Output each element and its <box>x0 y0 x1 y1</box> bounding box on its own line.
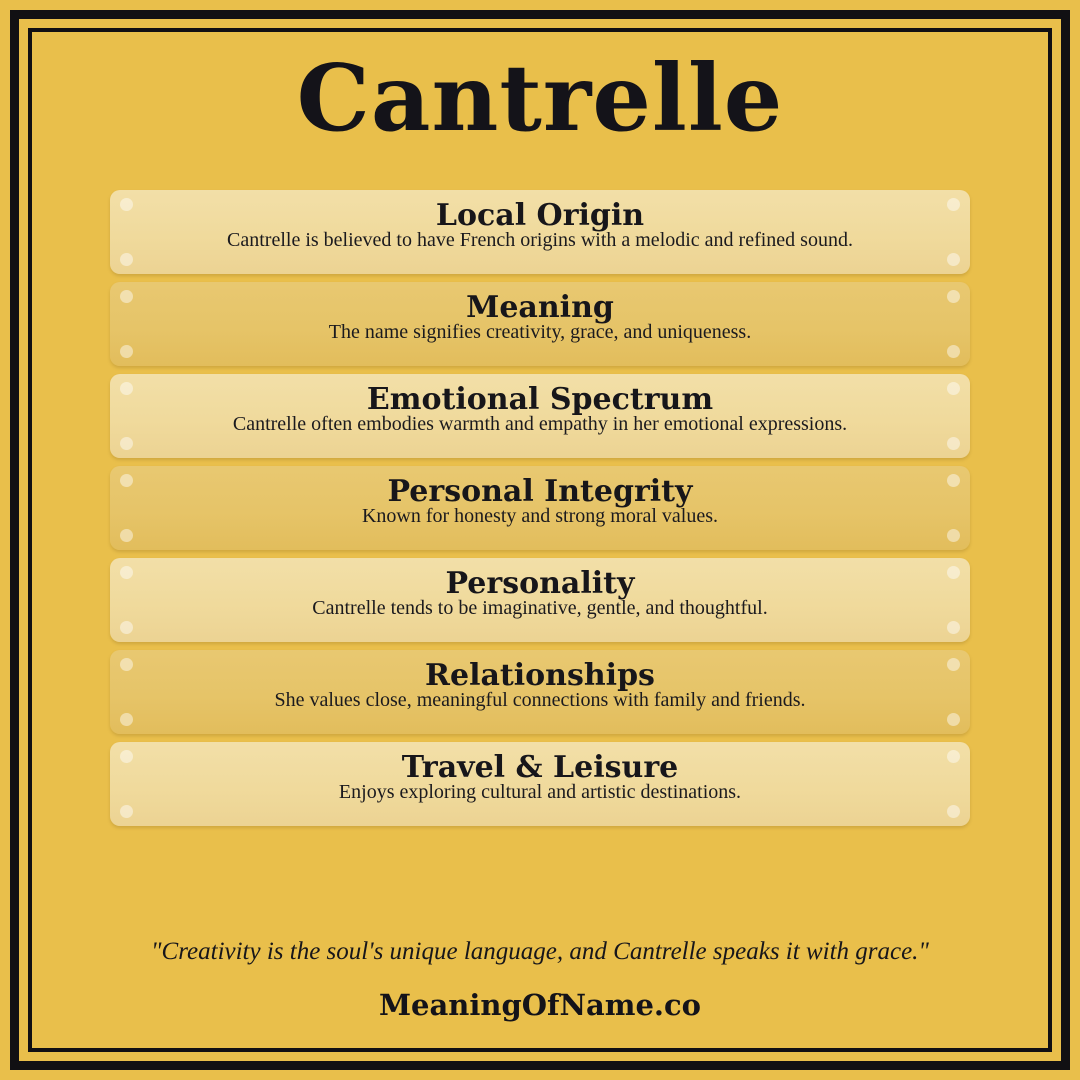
info-card-title: Relationships <box>425 657 655 693</box>
rivet-dot-icon <box>120 474 133 487</box>
rivet-dot-icon <box>120 529 133 542</box>
info-card <box>110 742 970 826</box>
rivet-dot-icon <box>120 658 133 671</box>
info-card-description: Enjoys exploring cultural and artistic destinations. <box>338 781 742 804</box>
info-card-list <box>40 190 1040 834</box>
info-card-title: Travel & Leisure <box>401 749 679 785</box>
rivet-dot-icon <box>947 713 960 726</box>
poster-content <box>40 32 1040 1040</box>
rivet-dot-icon <box>947 290 960 303</box>
info-card-title: Personality <box>445 565 635 601</box>
info-card-description: Cantrelle is believed to have French origins with a melodic and refined sound. <box>227 229 853 252</box>
rivet-dot-icon <box>947 750 960 763</box>
info-card <box>110 558 970 642</box>
info-card-description: Cantrelle tends to be imaginative, gentle, and thoughtful. <box>312 597 768 620</box>
info-card-description: Known for honesty and strong moral values. <box>361 505 719 528</box>
rivet-dot-icon <box>947 198 960 211</box>
rivet-dot-icon <box>947 805 960 818</box>
rivet-dot-icon <box>947 345 960 358</box>
rivet-dot-icon <box>120 345 133 358</box>
rivet-dot-icon <box>120 382 133 395</box>
info-card-title: Meaning <box>466 289 614 325</box>
page-title: Cantrelle <box>296 44 784 152</box>
brand-name: MeaningOfName.co <box>378 988 702 1022</box>
poster-footer <box>40 938 1040 1040</box>
rivet-dot-icon <box>120 437 133 450</box>
info-card-description: She values close, meaningful connections with family and friends. <box>274 689 806 712</box>
rivet-dot-icon <box>120 566 133 579</box>
quote-text: "Creativity is the soul's unique language, and Cantrelle speaks it with grace." <box>151 938 929 965</box>
rivet-dot-icon <box>947 253 960 266</box>
rivet-dot-icon <box>947 621 960 634</box>
rivet-dot-icon <box>120 253 133 266</box>
info-card <box>110 466 970 550</box>
info-card-title: Personal Integrity <box>387 473 693 509</box>
info-card <box>110 650 970 734</box>
rivet-dot-icon <box>120 198 133 211</box>
rivet-dot-icon <box>947 437 960 450</box>
info-card <box>110 282 970 366</box>
rivet-dot-icon <box>120 750 133 763</box>
rivet-dot-icon <box>120 290 133 303</box>
info-card-description: Cantrelle often embodies warmth and empathy in her emotional expressions. <box>232 413 848 436</box>
info-card <box>110 190 970 274</box>
info-card-description: The name signifies creativity, grace, and uniqueness. <box>328 321 752 344</box>
rivet-dot-icon <box>120 621 133 634</box>
rivet-dot-icon <box>947 474 960 487</box>
rivet-dot-icon <box>947 529 960 542</box>
info-card <box>110 374 970 458</box>
rivet-dot-icon <box>947 566 960 579</box>
rivet-dot-icon <box>947 658 960 671</box>
info-card-title: Local Origin <box>435 197 645 233</box>
info-card-title: Emotional Spectrum <box>366 381 714 417</box>
rivet-dot-icon <box>120 805 133 818</box>
rivet-dot-icon <box>947 382 960 395</box>
rivet-dot-icon <box>120 713 133 726</box>
